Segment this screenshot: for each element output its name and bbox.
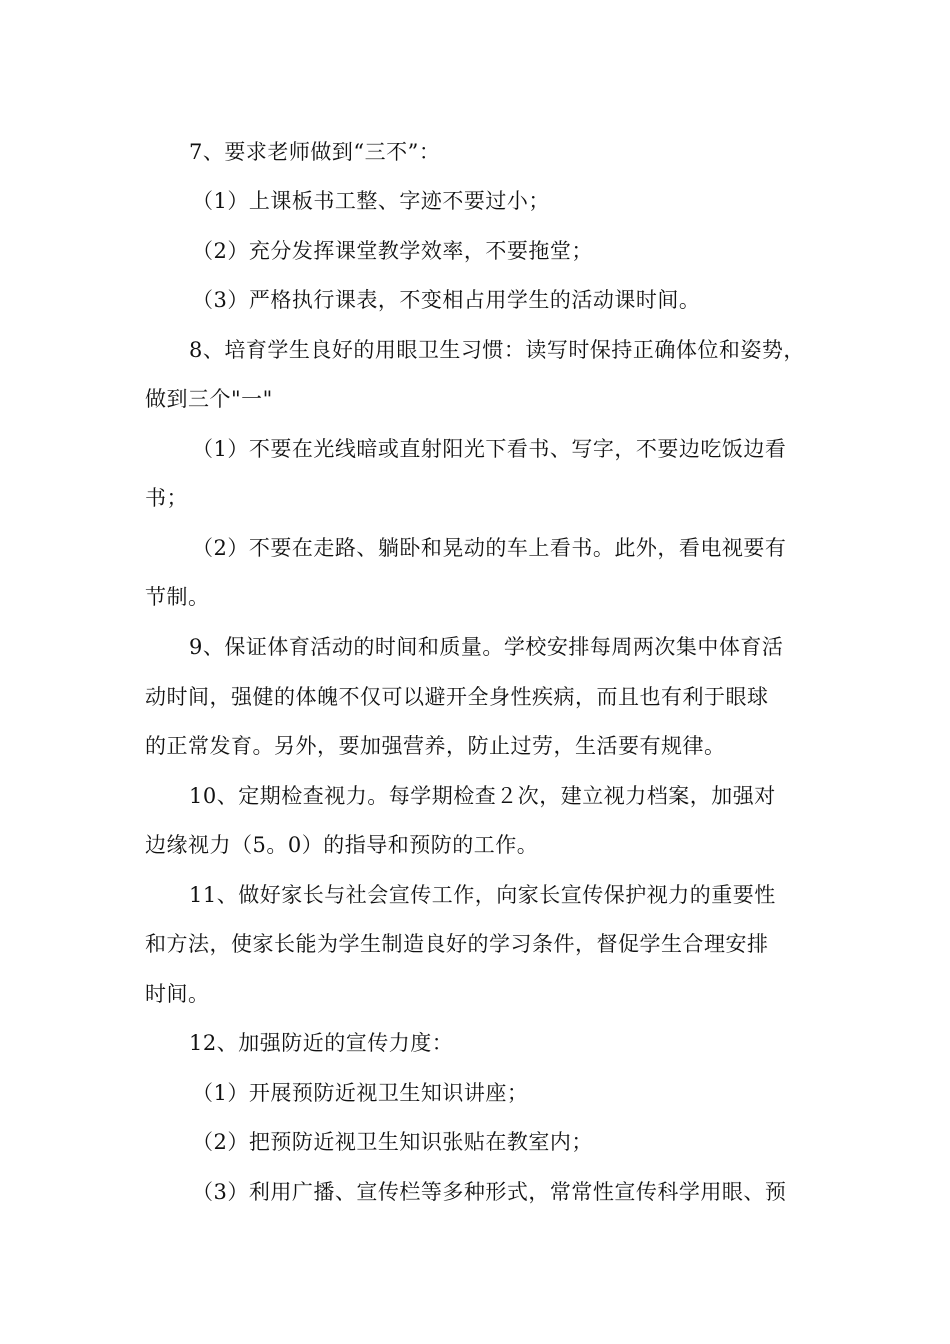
list-item-7-2: （2）充分发挥课堂教学效率，不要拖堂； <box>192 239 593 263</box>
paragraph-11-line-3: 时间。 <box>145 982 210 1006</box>
list-item-8-1-line-2: 书； <box>145 486 188 510</box>
list-item-12-2: （2）把预防近视卫生知识张贴在教室内； <box>192 1130 593 1154</box>
list-item-8-1-line-1: （1）不要在光线暗或直射阳光下看书、写字，不要边吃饭边看 <box>192 437 787 461</box>
list-item-8-2-line-1: （2）不要在走路、躺卧和晃动的车上看书。此外，看电视要有 <box>192 536 787 560</box>
list-item-12-3: （3）利用广播、宣传栏等多种形式，常常性宣传科学用眼、预 <box>192 1180 787 1204</box>
paragraph-9-line-3: 的正常发育。另外，要加强营养，防止过劳，生活要有规律。 <box>145 734 726 758</box>
paragraph-7-heading: 7、要求老师做到“三不”： <box>189 140 441 164</box>
list-item-8-2-line-2: 节制。 <box>145 585 210 609</box>
list-item-7-1: （1）上课板书工整、字迹不要过小； <box>192 189 550 213</box>
paragraph-12-heading: 12、加强防近的宣传力度： <box>189 1031 454 1055</box>
paragraph-8-line-2: 做到三个"一" <box>145 387 273 411</box>
list-item-12-1: （1）开展预防近视卫生知识讲座； <box>192 1081 529 1105</box>
paragraph-10-line-1: 10、定期检查视力。每学期检查２次，建立视力档案，加强对 <box>189 784 776 808</box>
list-item-7-3: （3）严格执行课表，不变相占用学生的活动课时间。 <box>192 288 701 312</box>
paragraph-10-line-2: 边缘视力（5。0）的指导和预防的工作。 <box>145 833 539 857</box>
paragraph-11-line-2: 和方法，使家长能为学生制造良好的学习条件，督促学生合理安排 <box>145 932 769 956</box>
paragraph-9-line-1: 9、保证体育活动的时间和质量。学校安排每周两次集中体育活 <box>189 635 784 659</box>
paragraph-8-line-1: 8、培育学生良好的用眼卫生习惯：读写时保持正确体位和姿势， <box>189 338 805 362</box>
paragraph-9-line-2: 动时间，强健的体魄不仅可以避开全身性疾病，而且也有利于眼球 <box>145 685 769 709</box>
paragraph-11-line-1: 11、做好家长与社会宣传工作，向家长宣传保护视力的重要性 <box>189 883 776 907</box>
